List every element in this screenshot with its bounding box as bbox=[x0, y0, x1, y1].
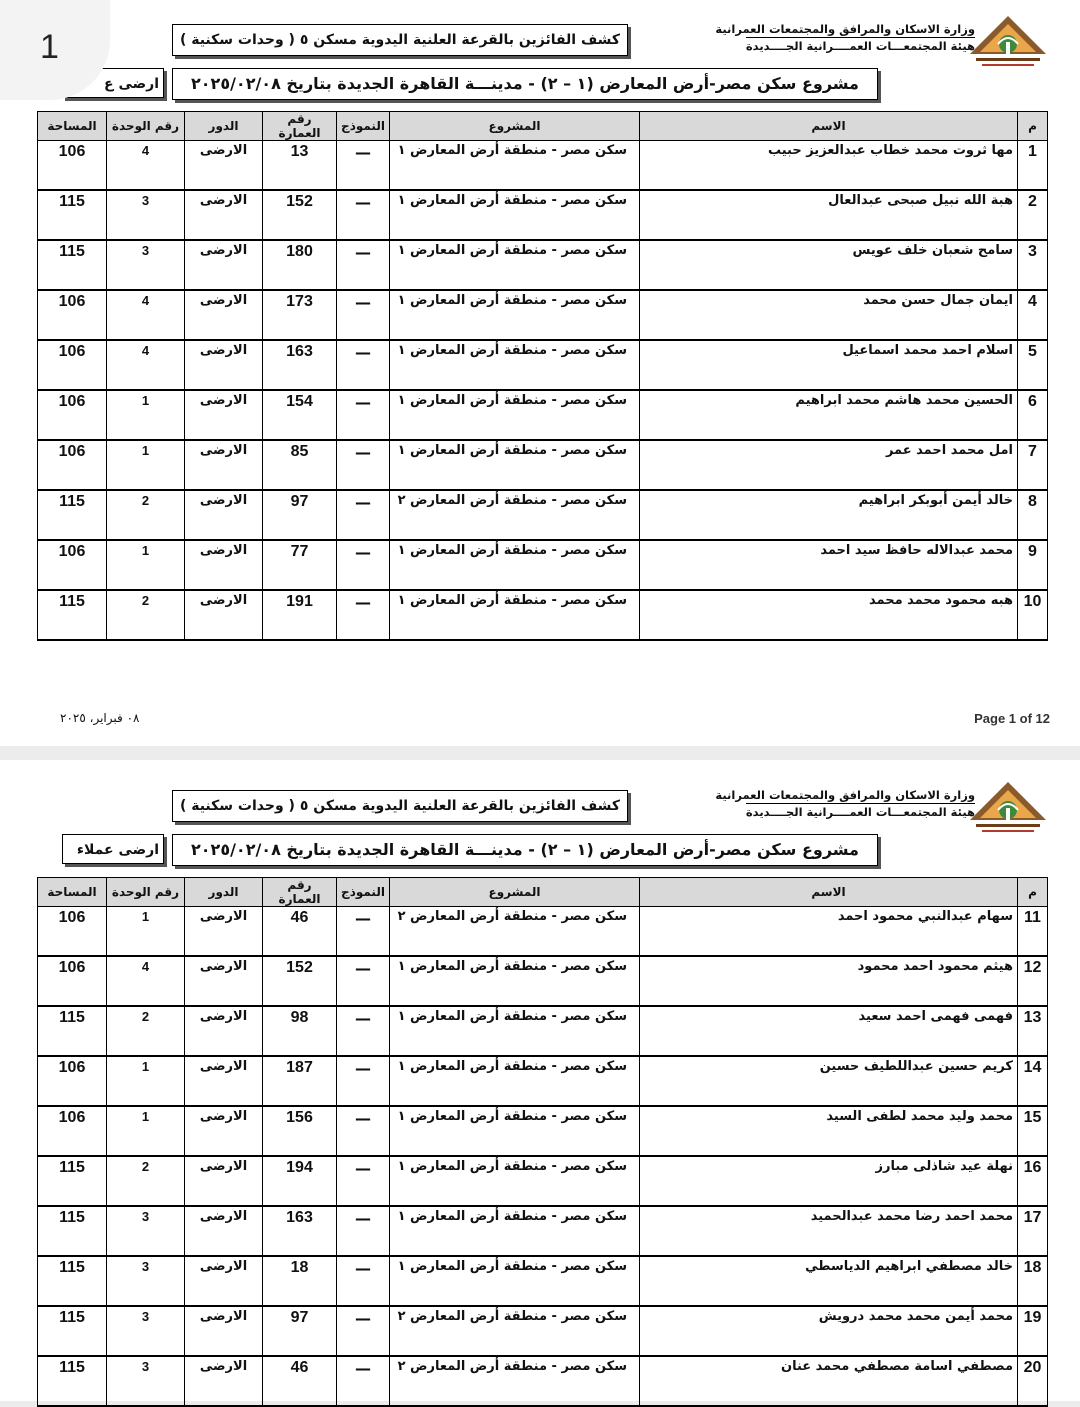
cell-name: محمد وليد محمد لطفى السيد bbox=[640, 1106, 1018, 1156]
cell-building: 152 bbox=[263, 956, 337, 1006]
cell-floor: الارضى bbox=[185, 1306, 263, 1356]
cell-unit: 2 bbox=[107, 590, 185, 640]
document-subtitle: مشروع سكن مصر-أرض المعارض (١ – ٢) - مدينـــة القاهرة الجديدة بتاريخ ٢٠٢٥/٠٢/٠٨ bbox=[172, 68, 878, 100]
cell-unit: 1 bbox=[107, 440, 185, 490]
cell-index: 12 bbox=[1018, 956, 1048, 1006]
cell-floor: الارضى bbox=[185, 956, 263, 1006]
ministry-name: وزارة الاسكان والمرافق والمجتمعات العمرانية bbox=[715, 22, 975, 36]
table-row bbox=[38, 1156, 1048, 1206]
table-row bbox=[38, 340, 1048, 390]
cell-floor: الارضى bbox=[185, 1156, 263, 1206]
cell-unit: 1 bbox=[107, 540, 185, 590]
column-header-floor: الدور bbox=[185, 878, 263, 907]
cell-unit: 2 bbox=[107, 1006, 185, 1056]
cell-name: فهمى فهمى احمد سعيد bbox=[640, 1006, 1018, 1056]
cell-index: 16 bbox=[1018, 1156, 1048, 1206]
table-row bbox=[38, 590, 1048, 640]
cell-model: — bbox=[337, 290, 390, 340]
cell-building: 85 bbox=[263, 440, 337, 490]
table-row bbox=[38, 240, 1048, 290]
winners-table bbox=[37, 111, 1048, 641]
cell-model: — bbox=[337, 390, 390, 440]
cell-building: 97 bbox=[263, 1306, 337, 1356]
cell-floor: الارضى bbox=[185, 290, 263, 340]
cell-floor: الارضى bbox=[185, 190, 263, 240]
cell-name: خالد أيمن أبوبكر ابراهيم bbox=[640, 490, 1018, 540]
cell-model: — bbox=[337, 1306, 390, 1356]
cell-building: 194 bbox=[263, 1156, 337, 1206]
cell-floor: الارضى bbox=[185, 1056, 263, 1106]
column-header-model: النموذج bbox=[337, 878, 390, 907]
cell-model: — bbox=[337, 1106, 390, 1156]
column-header-area: المساحة bbox=[38, 112, 107, 141]
category-tag: ارضى ع bbox=[62, 68, 164, 98]
table-row bbox=[38, 540, 1048, 590]
cell-building: 46 bbox=[263, 1356, 337, 1406]
cell-name: هبه محمود محمد محمد bbox=[640, 590, 1018, 640]
table-row bbox=[38, 1356, 1048, 1406]
cell-area: 106 bbox=[38, 907, 107, 957]
cell-floor: الارضى bbox=[185, 490, 263, 540]
cell-floor: الارضى bbox=[185, 1206, 263, 1256]
cell-index: 14 bbox=[1018, 1056, 1048, 1106]
ministry-header bbox=[715, 788, 975, 820]
table-row bbox=[38, 290, 1048, 340]
column-header-name: الاسم bbox=[640, 112, 1018, 141]
cell-area: 106 bbox=[38, 340, 107, 390]
cell-floor: الارضى bbox=[185, 240, 263, 290]
cell-project: سكن مصر - منطقة أرض المعارض ١ bbox=[390, 956, 640, 1006]
cell-area: 106 bbox=[38, 1056, 107, 1106]
column-header-index: م bbox=[1018, 112, 1048, 141]
cell-model: — bbox=[337, 1156, 390, 1206]
cell-project: سكن مصر - منطقة أرض المعارض ١ bbox=[390, 1006, 640, 1056]
table-row bbox=[38, 390, 1048, 440]
cell-unit: 4 bbox=[107, 340, 185, 390]
cell-index: 2 bbox=[1018, 190, 1048, 240]
cell-project: سكن مصر - منطقة أرض المعارض ١ bbox=[390, 240, 640, 290]
cell-area: 115 bbox=[38, 240, 107, 290]
cell-building: 97 bbox=[263, 490, 337, 540]
cell-project: سكن مصر - منطقة أرض المعارض ١ bbox=[390, 540, 640, 590]
cell-project: سكن مصر - منطقة أرض المعارض ١ bbox=[390, 1206, 640, 1256]
cell-area: 115 bbox=[38, 590, 107, 640]
cell-building: 46 bbox=[263, 907, 337, 957]
cell-model: — bbox=[337, 440, 390, 490]
cell-unit: 3 bbox=[107, 1356, 185, 1406]
cell-name: اسلام احمد محمد اسماعيل bbox=[640, 340, 1018, 390]
table-row bbox=[38, 440, 1048, 490]
cell-area: 115 bbox=[38, 1256, 107, 1306]
cell-model: — bbox=[337, 340, 390, 390]
cell-name: هيثم محمود احمد محمود bbox=[640, 956, 1018, 1006]
cell-index: 1 bbox=[1018, 141, 1048, 191]
table-row bbox=[38, 190, 1048, 240]
cell-project: سكن مصر - منطقة أرض المعارض ٢ bbox=[390, 907, 640, 957]
table-row bbox=[38, 1006, 1048, 1056]
cell-project: سكن مصر - منطقة أرض المعارض ١ bbox=[390, 141, 640, 191]
cell-area: 115 bbox=[38, 1006, 107, 1056]
cell-floor: الارضى bbox=[185, 1256, 263, 1306]
cell-unit: 3 bbox=[107, 190, 185, 240]
cell-unit: 4 bbox=[107, 956, 185, 1006]
cell-area: 106 bbox=[38, 440, 107, 490]
cell-unit: 3 bbox=[107, 1306, 185, 1356]
column-header-index: م bbox=[1018, 878, 1048, 907]
cell-index: 8 bbox=[1018, 490, 1048, 540]
cell-building: 77 bbox=[263, 540, 337, 590]
cell-area: 106 bbox=[38, 1106, 107, 1156]
cell-model: — bbox=[337, 907, 390, 957]
cell-model: — bbox=[337, 141, 390, 191]
cell-area: 115 bbox=[38, 1156, 107, 1206]
cell-project: سكن مصر - منطقة أرض المعارض ١ bbox=[390, 390, 640, 440]
column-header-model: النموذج bbox=[337, 112, 390, 141]
column-header-unit: رقم الوحدة bbox=[107, 112, 185, 141]
cell-index: 13 bbox=[1018, 1006, 1048, 1056]
cell-model: — bbox=[337, 1356, 390, 1406]
column-header-floor: الدور bbox=[185, 112, 263, 141]
authority-logo-icon bbox=[968, 780, 1048, 842]
cell-index: 3 bbox=[1018, 240, 1048, 290]
cell-index: 6 bbox=[1018, 390, 1048, 440]
cell-name: مها ثروت محمد خطاب عبدالعزيز حبيب bbox=[640, 141, 1018, 191]
table-row bbox=[38, 1306, 1048, 1356]
cell-model: — bbox=[337, 540, 390, 590]
cell-name: الحسين محمد هاشم محمد ابراهيم bbox=[640, 390, 1018, 440]
cell-building: 154 bbox=[263, 390, 337, 440]
cell-unit: 3 bbox=[107, 1256, 185, 1306]
cell-area: 115 bbox=[38, 490, 107, 540]
cell-index: 4 bbox=[1018, 290, 1048, 340]
cell-project: سكن مصر - منطقة أرض المعارض ٢ bbox=[390, 1356, 640, 1406]
cell-name: نهلة عيد شاذلى مبارز bbox=[640, 1156, 1018, 1206]
cell-project: سكن مصر - منطقة أرض المعارض ١ bbox=[390, 290, 640, 340]
table-header-row bbox=[38, 112, 1048, 141]
cell-area: 115 bbox=[38, 1306, 107, 1356]
cell-project: سكن مصر - منطقة أرض المعارض ١ bbox=[390, 1256, 640, 1306]
cell-floor: الارضى bbox=[185, 1106, 263, 1156]
cell-building: 152 bbox=[263, 190, 337, 240]
cell-project: سكن مصر - منطقة أرض المعارض ٢ bbox=[390, 1306, 640, 1356]
cell-index: 11 bbox=[1018, 907, 1048, 957]
cell-building: 98 bbox=[263, 1006, 337, 1056]
cell-project: سكن مصر - منطقة أرض المعارض ١ bbox=[390, 1056, 640, 1106]
cell-project: سكن مصر - منطقة أرض المعارض ١ bbox=[390, 590, 640, 640]
ministry-header bbox=[715, 22, 975, 54]
authority-name: هيئة المجتمعـــات العمــــرانية الجــــديدة bbox=[745, 805, 975, 819]
cell-index: 7 bbox=[1018, 440, 1048, 490]
cell-model: — bbox=[337, 590, 390, 640]
category-tag: ارضى عملاء bbox=[62, 834, 164, 864]
page-number-label: 1 bbox=[40, 28, 59, 66]
cell-name: كريم حسين عبداللطيف حسين bbox=[640, 1056, 1018, 1106]
cell-floor: الارضى bbox=[185, 141, 263, 191]
cell-unit: 3 bbox=[107, 1206, 185, 1256]
table-header-row bbox=[38, 878, 1048, 907]
cell-name: سامح شعبان خلف عويس bbox=[640, 240, 1018, 290]
page-separator bbox=[0, 746, 1080, 760]
table-row bbox=[38, 1056, 1048, 1106]
authority-logo-icon bbox=[968, 14, 1048, 76]
cell-floor: الارضى bbox=[185, 540, 263, 590]
table-row bbox=[38, 1206, 1048, 1256]
cell-floor: الارضى bbox=[185, 1006, 263, 1056]
cell-unit: 2 bbox=[107, 490, 185, 540]
cell-index: 19 bbox=[1018, 1306, 1048, 1356]
cell-floor: الارضى bbox=[185, 390, 263, 440]
table-row bbox=[38, 956, 1048, 1006]
cell-model: — bbox=[337, 240, 390, 290]
cell-unit: 1 bbox=[107, 1056, 185, 1106]
cell-building: 18 bbox=[263, 1256, 337, 1306]
cell-model: — bbox=[337, 190, 390, 240]
document-subtitle: مشروع سكن مصر-أرض المعارض (١ – ٢) - مدينـــة القاهرة الجديدة بتاريخ ٢٠٢٥/٠٢/٠٨ bbox=[172, 834, 878, 866]
winners-table bbox=[37, 877, 1048, 1407]
cell-area: 106 bbox=[38, 141, 107, 191]
cell-name: امل محمد احمد عمر bbox=[640, 440, 1018, 490]
cell-index: 15 bbox=[1018, 1106, 1048, 1156]
cell-index: 18 bbox=[1018, 1256, 1048, 1306]
cell-name: ايمان جمال حسن محمد bbox=[640, 290, 1018, 340]
cell-name: خالد مصطفي ابراهيم الدياسطي bbox=[640, 1256, 1018, 1306]
cell-project: سكن مصر - منطقة أرض المعارض ٢ bbox=[390, 490, 640, 540]
cell-area: 106 bbox=[38, 290, 107, 340]
cell-name: هبة الله نبيل صبحى عبدالعال bbox=[640, 190, 1018, 240]
cell-building: 191 bbox=[263, 590, 337, 640]
cell-area: 106 bbox=[38, 390, 107, 440]
column-header-building: رقم العمارة bbox=[263, 112, 337, 141]
cell-model: — bbox=[337, 1206, 390, 1256]
cell-building: 173 bbox=[263, 290, 337, 340]
cell-name: مصطفي اسامة مصطفي محمد عنان bbox=[640, 1356, 1018, 1406]
cell-building: 187 bbox=[263, 1056, 337, 1106]
cell-project: سكن مصر - منطقة أرض المعارض ١ bbox=[390, 1106, 640, 1156]
cell-name: سهام عبدالنبي محمود احمد bbox=[640, 907, 1018, 957]
cell-unit: 4 bbox=[107, 290, 185, 340]
cell-model: — bbox=[337, 956, 390, 1006]
table-row bbox=[38, 907, 1048, 957]
cell-building: 13 bbox=[263, 141, 337, 191]
cell-floor: الارضى bbox=[185, 590, 263, 640]
cell-model: — bbox=[337, 1006, 390, 1056]
table-row bbox=[38, 490, 1048, 540]
cell-name: محمد احمد رضا محمد عبدالحميد bbox=[640, 1206, 1018, 1256]
cell-area: 115 bbox=[38, 190, 107, 240]
cell-project: سكن مصر - منطقة أرض المعارض ١ bbox=[390, 340, 640, 390]
cell-unit: 4 bbox=[107, 141, 185, 191]
cell-model: — bbox=[337, 490, 390, 540]
column-header-unit: رقم الوحدة bbox=[107, 878, 185, 907]
cell-area: 115 bbox=[38, 1206, 107, 1256]
cell-index: 10 bbox=[1018, 590, 1048, 640]
footer-date: ٠٨ فبراير، ٢٠٢٥ bbox=[60, 711, 140, 725]
column-header-area: المساحة bbox=[38, 878, 107, 907]
cell-area: 115 bbox=[38, 1356, 107, 1406]
cell-floor: الارضى bbox=[185, 1356, 263, 1406]
cell-index: 17 bbox=[1018, 1206, 1048, 1256]
cell-floor: الارضى bbox=[185, 907, 263, 957]
cell-project: سكن مصر - منطقة أرض المعارض ١ bbox=[390, 440, 640, 490]
cell-index: 9 bbox=[1018, 540, 1048, 590]
cell-unit: 1 bbox=[107, 1106, 185, 1156]
cell-project: سكن مصر - منطقة أرض المعارض ١ bbox=[390, 190, 640, 240]
cell-area: 106 bbox=[38, 540, 107, 590]
cell-unit: 1 bbox=[107, 390, 185, 440]
document-title: كشف الفائزين بالقرعة العلنية اليدوية مسكن ٥ ( وحدات سكنية ) bbox=[172, 24, 628, 56]
cell-model: — bbox=[337, 1056, 390, 1106]
column-header-name: الاسم bbox=[640, 878, 1018, 907]
cell-index: 5 bbox=[1018, 340, 1048, 390]
cell-building: 156 bbox=[263, 1106, 337, 1156]
table-row bbox=[38, 1256, 1048, 1306]
document-title: كشف الفائزين بالقرعة العلنية اليدوية مسكن ٥ ( وحدات سكنية ) bbox=[172, 790, 628, 822]
cell-building: 163 bbox=[263, 340, 337, 390]
cell-unit: 1 bbox=[107, 907, 185, 957]
cell-floor: الارضى bbox=[185, 340, 263, 390]
column-header-project: المشروع bbox=[390, 112, 640, 141]
table-row bbox=[38, 141, 1048, 191]
footer-page-number: Page 1 of 12 bbox=[974, 711, 1050, 726]
table-row bbox=[38, 1106, 1048, 1156]
cell-building: 180 bbox=[263, 240, 337, 290]
cell-name: محمد أيمن محمد محمد درويش bbox=[640, 1306, 1018, 1356]
ministry-name: وزارة الاسكان والمرافق والمجتمعات العمرانية bbox=[715, 788, 975, 802]
cell-project: سكن مصر - منطقة أرض المعارض ١ bbox=[390, 1156, 640, 1206]
cell-unit: 2 bbox=[107, 1156, 185, 1206]
authority-name: هيئة المجتمعـــات العمــــرانية الجــــديدة bbox=[745, 39, 975, 53]
cell-name: محمد عبدالاله حافظ سيد احمد bbox=[640, 540, 1018, 590]
cell-unit: 3 bbox=[107, 240, 185, 290]
cell-area: 106 bbox=[38, 956, 107, 1006]
document-page-2 bbox=[0, 760, 1080, 1401]
column-header-building: رقم العمارة bbox=[263, 878, 337, 907]
cell-model: — bbox=[337, 1256, 390, 1306]
cell-floor: الارضى bbox=[185, 440, 263, 490]
column-header-project: المشروع bbox=[390, 878, 640, 907]
cell-building: 163 bbox=[263, 1206, 337, 1256]
cell-index: 20 bbox=[1018, 1356, 1048, 1406]
